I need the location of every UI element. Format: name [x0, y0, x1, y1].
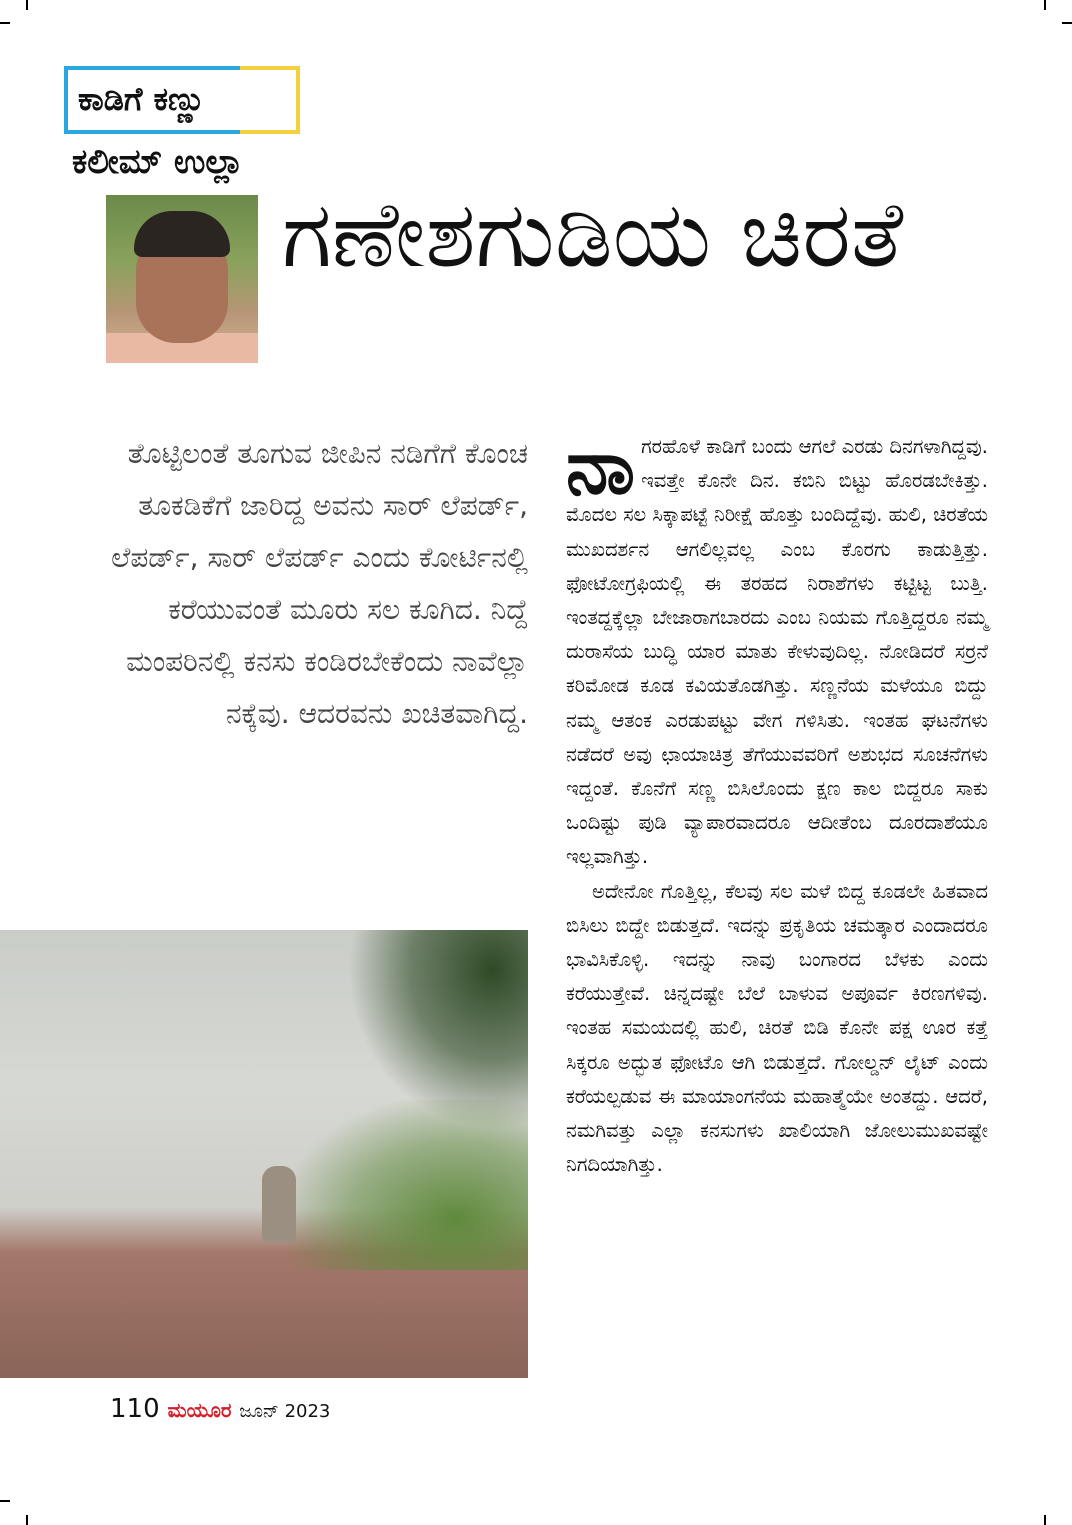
drop-cap: ನಾ: [566, 422, 636, 511]
paragraph-1-text: ಗರಹೊಳೆ ಕಾಡಿಗೆ ಬಂದು ಆಗಲೆ ಎರಡು ದಿನಗಳಾಗಿದ್ದವು. ಇವತ್ತೇ ಕೊನೇ ದಿನ. ಕಬಿನಿ ಬಿಟ್ಟು ಹೊರಡಬೇಕಿತ್ತು. ಮೊದಲ ಸಲ ಸಿಕ್ಕಾಪಟ್ಟೆ ನಿರೀಕ್ಷೆ ಹೊತ್ತು ಬಂದಿದ್ದೆವು. ಹುಲಿ, ಚಿರತೆಯ ಮುಖದರ್ಶನ ಆಗಲಿಲ್ಲವಲ್ಲ ಎಂಬ ಕೊರಗು ಕಾಡುತ್ತಿತ್ತು. ಫೋಟೋಗ್ರಫಿಯಲ್ಲಿ ಈ ತರಹದ ನಿರಾಶೆಗಳು ಕಟ್ಟಿಟ್ಟ ಬುತ್ತಿ. ಇಂತದ್ದಕ್ಕೆಲ್ಲಾ ಬೇಜಾರಾಗಬಾರದು ಎಂಬ ನಿಯಮ ಗೊತ್ತಿದ್ದರೂ ನಮ್ಮ ದುರಾಸೆಯ ಬುದ್ಧಿ ಯಾರ ಮಾತು ಕೇಳುವುದಿಲ್ಲ. ನೋಡಿದರೆ ಸರ್ರನೆ ಕರಿಮೋಡ ಕೂಡ ಕವಿಯತೊಡಗಿತ್ತು. ಸಣ್ಣನೆಯ ಮಳೆಯೂ ಬಿದ್ದು ನಮ್ಮ ಆತಂಕ ಎರಡುಪಟ್ಟು ವೇಗ ಗಳಿಸಿತು. ಇಂತಹ ಘಟನೆಗಳು ನಡೆದರೆ ಅವು ಛಾಯಾಚಿತ್ರ ತೆಗೆಯುವವರಿಗೆ ಅಶುಭದ ಸೂಚನೆಗಳು ಇದ್ದಂತೆ. ಕೊನೆಗೆ ಸಣ್ಣ ಬಿಸಿಲೊಂದು ಕ್ಷಣ ಕಾಲ ಬಿದ್ದರೂ ಸಾಕು ಒಂದಿಷ್ಟು ಪುಡಿ ವ್ಯಾಪಾರವಾದರೂ ಆದೀತೆಂಬ ದೂರದಾಶೆಯೂ ಇಲ್ಲವಾಗಿತ್ತು.: [566, 435, 988, 869]
crop-mark-top-left: [26, 0, 28, 10]
crop-mark-top-right: [1044, 0, 1046, 10]
crop-mark-left-top: [0, 22, 10, 24]
leopard-photo: [0, 930, 528, 1378]
author-portrait: [106, 195, 258, 363]
crop-mark-bottom-left: [26, 1515, 28, 1525]
article-body: [566, 422, 988, 1182]
crop-mark-bottom-right: [1044, 1515, 1046, 1525]
page-number: 110: [110, 1394, 160, 1424]
column-tag: [64, 66, 300, 134]
paragraph-2: ಅದೇನೋ ಗೊತ್ತಿಲ್ಲ, ಕೆಲವು ಸಲ ಮಳೆ ಬಿದ್ದ ಕೂಡಲೇ ಹಿತವಾದ ಬಿಸಿಲು ಬಿದ್ದೇ ಬಿಡುತ್ತದೆ. ಇದನ್ನು ಪ್ರಕೃತಿಯ ಚಮತ್ಕಾರ ಎಂದಾದರೂ ಭಾವಿಸಿಕೊಳ್ಳಿ. ಇದನ್ನು ನಾವು ಬಂಗಾರದ ಬೆಳಕು ಎಂದು ಕರೆಯುತ್ತೇವೆ. ಚಿನ್ನದಷ್ಟೇ ಬೆಲೆ ಬಾಳುವ ಅಪೂರ್ವ ಕಿರಣಗಳಿವು. ಇಂತಹ ಸಮಯದಲ್ಲಿ ಹುಲಿ, ಚಿರತೆ ಬಿಡಿ ಕೊನೇ ಪಕ್ಷ ಊರ ಕತ್ತೆ ಸಿಕ್ಕರೂ ಅದ್ಭುತ ಫೋಟೊ ಆಗಿ ಬಿಡುತ್ತದೆ. ಗೋಲ್ಡನ್ ಲೈಟ್ ಎಂದು ಕರೆಯಲ್ಪಡುವ ಈ ಮಾಯಾಂಗನೆಯ ಮಹಾತ್ಮೆಯೇ ಅಂತದ್ದು. ಆದರೆ, ನಮಗಿವತ್ತು ಎಲ್ಲಾ ಕನಸುಗಳು ಖಾಲಿಯಾಗಿ ಜೋಲುಮುಖವಷ್ಟೇ ನಿಗದಿಯಾಗಿತ್ತು.: [566, 879, 988, 1177]
column-tag-label: ಕಾಡಿಗೆ ಕಣ್ಣು: [78, 80, 206, 118]
crop-mark-right-top: [1062, 22, 1072, 24]
crop-mark-left-bottom: [0, 1500, 10, 1502]
article-title: ಗಣೇಶಗುಡಿಯ ಚಿರತೆ: [282, 181, 904, 288]
page-footer: [110, 1394, 330, 1424]
leopard-figure: [262, 1166, 296, 1242]
paragraph-1: [566, 422, 988, 875]
pull-quote: ತೊಟ್ಟಿಲಂತೆ ತೂಗುವ ಜೀಪಿನ ನಡಿಗೆಗೆ ಕೊಂಚ ತೂಕಡಿಕೆಗೆ ಜಾರಿದ್ದ ಅವನು ಸಾರ್ ಲೆಪರ್ಡ್, ಲೆಪರ್ಡ್, ಸಾರ್ ಲೆಪರ್ಡ್ ಎಂದು ಕೋರ್ಟಿನಲ್ಲಿ ಕರೆಯುವಂತೆ ಮೂರು ಸಲ ಕೂಗಿದ. ನಿದ್ದೆ ಮಂಪರಿನಲ್ಲಿ ಕನಸು ಕಂಡಿರಬೇಕೆಂದು ನಾವೆಲ್ಲಾ ನಕ್ಕೆವು. ಆದರವನು ಖಚಿತವಾಗಿದ್ದ.: [111, 437, 528, 730]
author-name: ಕಲೀಮ್ ಉಲ್ಲಾ: [72, 142, 244, 182]
magazine-name: ಮಯೂರ: [167, 1398, 232, 1422]
issue-date: ಜೂನ್ 2023: [239, 1401, 331, 1422]
